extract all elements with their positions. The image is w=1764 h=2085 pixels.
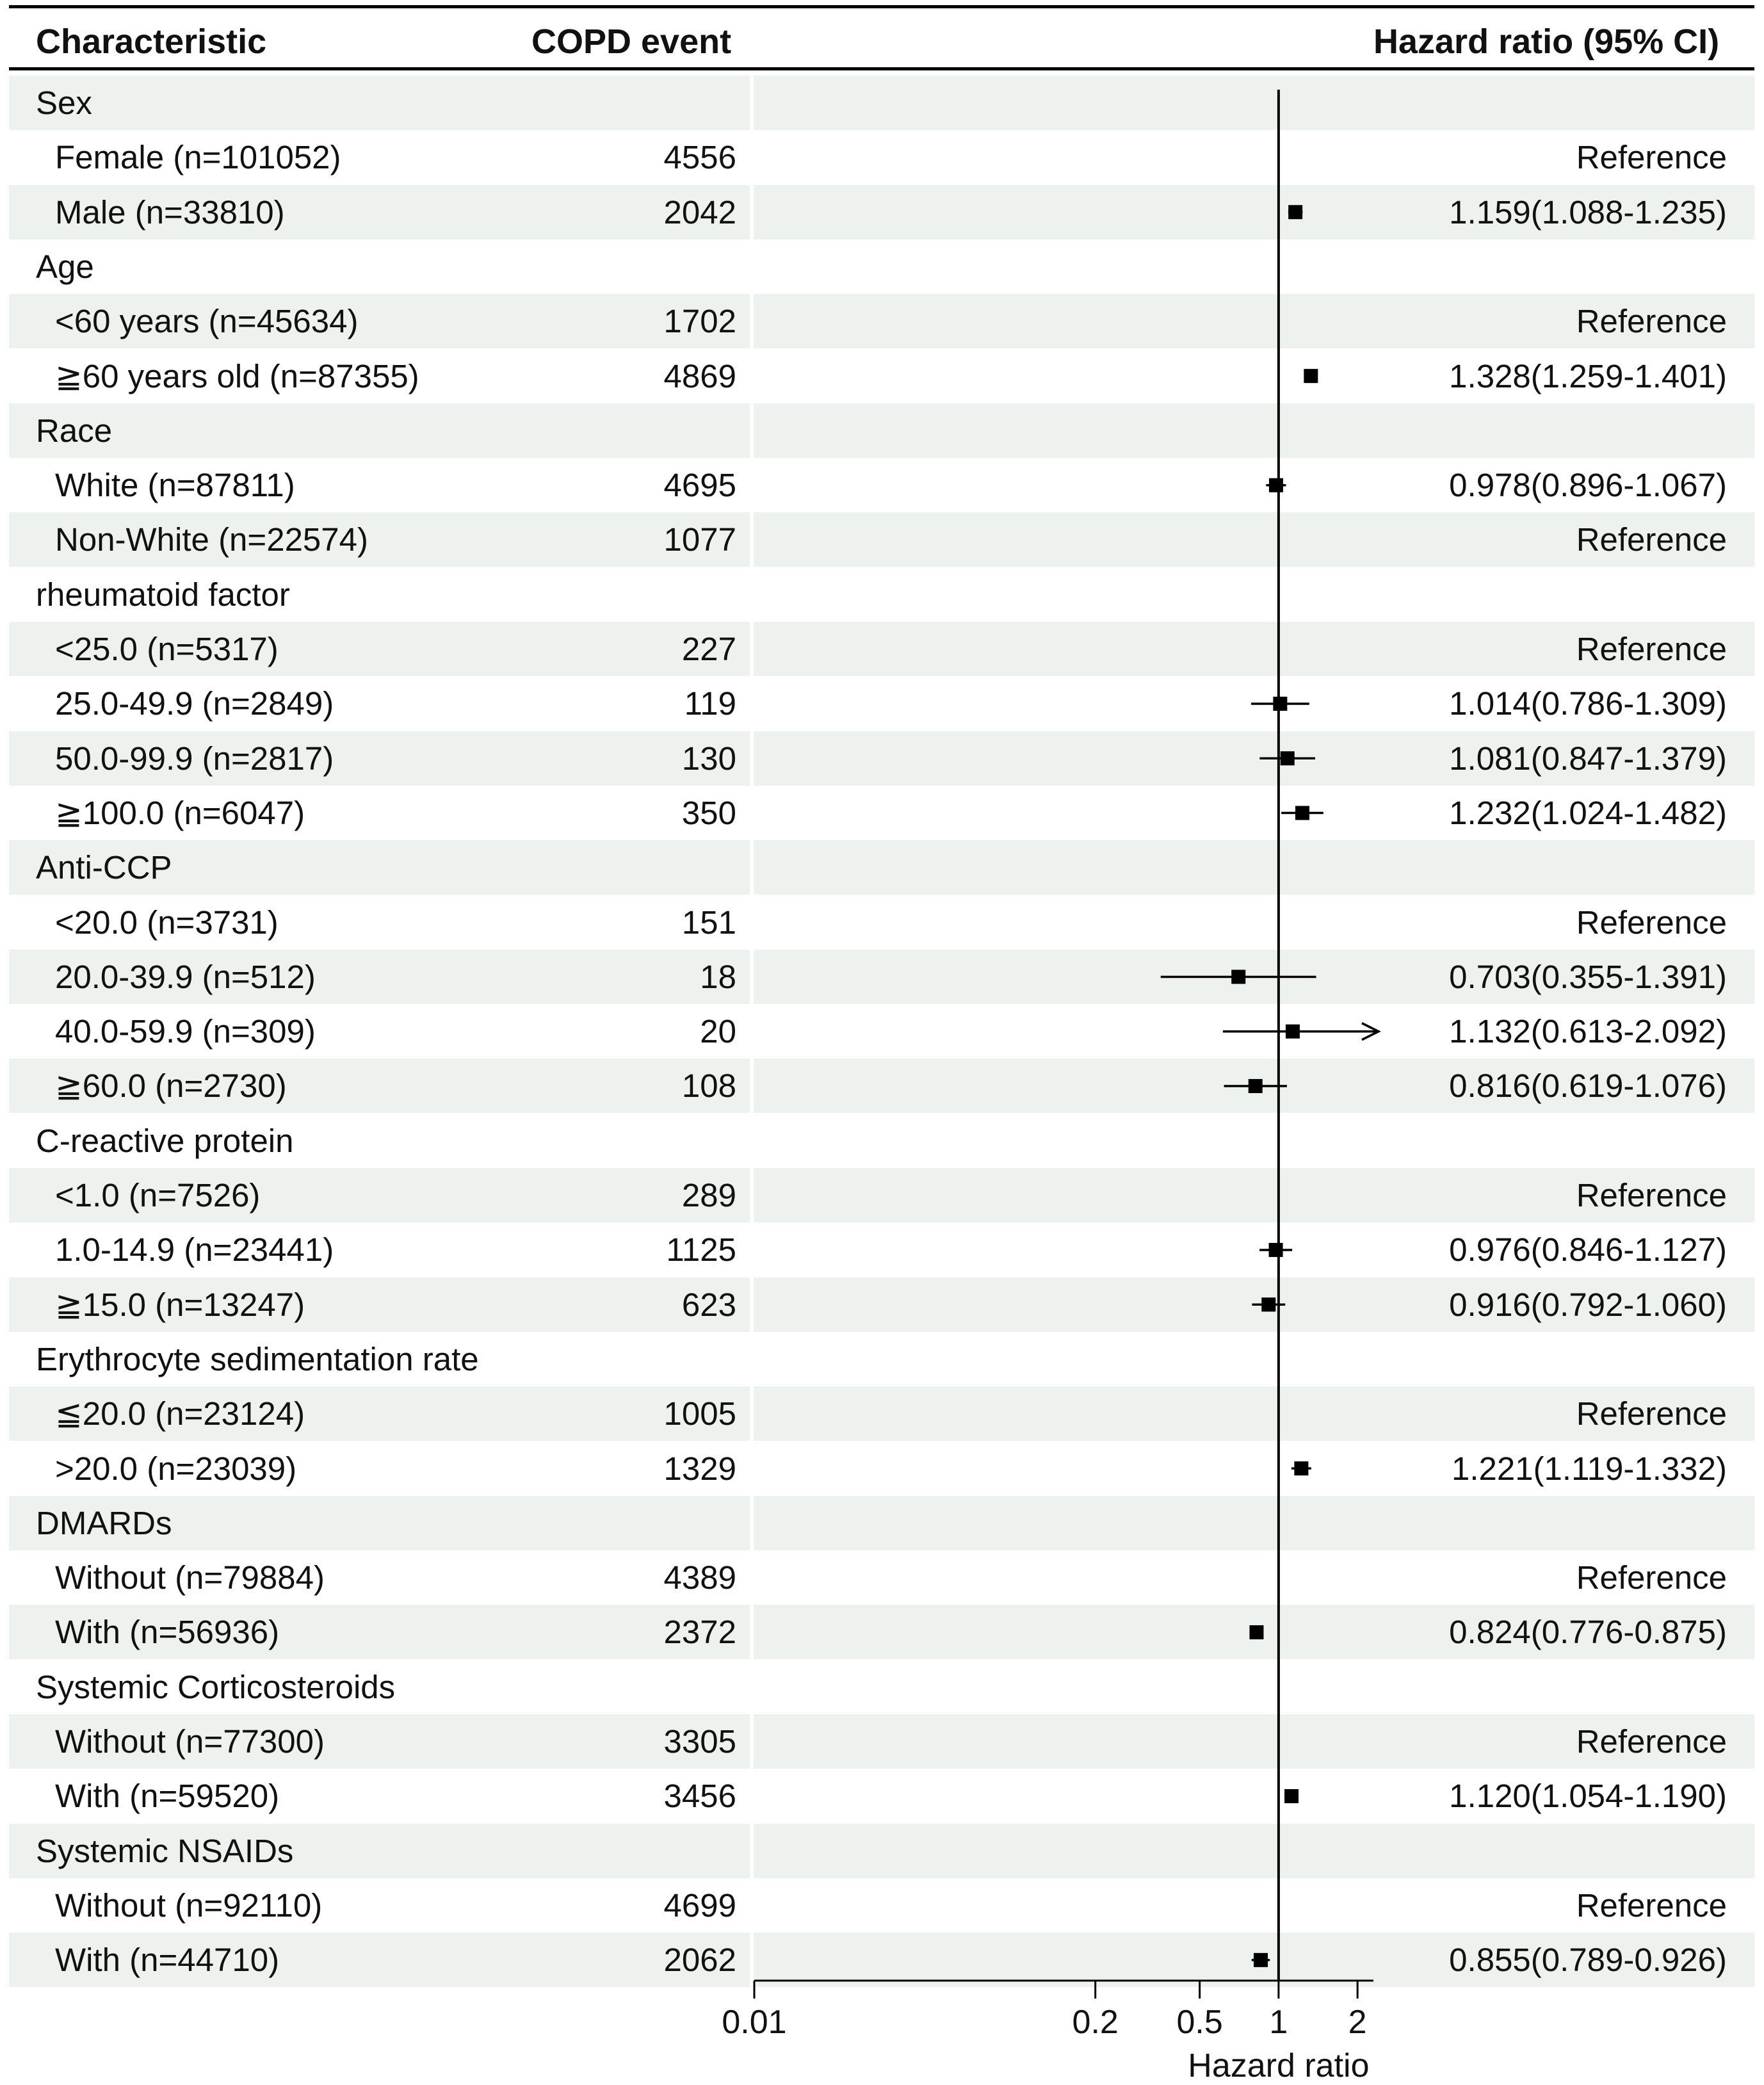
x-tick-label: 1	[1269, 2004, 1288, 2041]
group-label: Race	[36, 412, 113, 449]
row-events: 2372	[663, 1614, 736, 1651]
row-label: Non-White (n=22574)	[55, 521, 369, 558]
row-label: Without (n=92110)	[55, 1886, 323, 1924]
hazard-ratio-point	[1304, 369, 1318, 383]
row-label: White (n=87811)	[55, 467, 295, 504]
row-events: 151	[681, 904, 736, 941]
x-tick-label: 0.01	[722, 2004, 787, 2041]
header-copd-event: COPD event	[531, 22, 732, 61]
group-label: Age	[36, 248, 94, 285]
row-hazard-ratio-text: Reference	[1576, 139, 1727, 176]
row-hazard-ratio-text: 1.014(0.786-1.309)	[1449, 685, 1727, 722]
row-events: 227	[681, 631, 736, 667]
row-hazard-ratio-text: 1.081(0.847-1.379)	[1449, 740, 1727, 777]
row-hazard-ratio-text: 0.976(0.846-1.127)	[1449, 1231, 1727, 1269]
row-hazard-ratio-text: Reference	[1576, 1395, 1727, 1432]
row-label: ≧15.0 (n=13247)	[55, 1286, 305, 1323]
row-hazard-ratio-text: Reference	[1576, 1177, 1727, 1213]
row-label: Female (n=101052)	[55, 139, 341, 176]
row-events: 1329	[663, 1450, 736, 1487]
row-events: 1702	[663, 303, 736, 340]
row-label: 50.0-99.9 (n=2817)	[55, 740, 334, 777]
row-events: 350	[681, 794, 736, 831]
row-hazard-ratio-text: 0.855(0.789-0.926)	[1449, 1942, 1727, 1979]
header-hazard-ratio: Hazard ratio (95% CI)	[1373, 22, 1720, 61]
hazard-ratio-point	[1254, 1953, 1268, 1967]
row-hazard-ratio-text: Reference	[1576, 521, 1727, 558]
row-events: 119	[684, 685, 736, 722]
row-label: <60 years (n=45634)	[55, 303, 359, 340]
row-label: <20.0 (n=3731)	[55, 904, 279, 941]
row-label: Male (n=33810)	[55, 193, 285, 231]
row-hazard-ratio-text: Reference	[1576, 1886, 1727, 1924]
group-label: Erythrocyte sedimentation rate	[36, 1340, 479, 1377]
row-events: 18	[700, 958, 736, 995]
row-hazard-ratio-text: 1.328(1.259-1.401)	[1449, 357, 1727, 394]
row-hazard-ratio-text: 0.916(0.792-1.060)	[1449, 1286, 1727, 1323]
hazard-ratio-point	[1281, 751, 1295, 765]
row-label: With (n=59520)	[55, 1778, 280, 1815]
row-hazard-ratio-text: 1.159(1.088-1.235)	[1449, 193, 1727, 231]
hazard-ratio-point	[1295, 806, 1309, 820]
group-label: Anti-CCP	[36, 849, 172, 886]
row-label: >20.0 (n=23039)	[55, 1450, 297, 1487]
hazard-ratio-point	[1294, 1461, 1308, 1475]
row-label: ≧60.0 (n=2730)	[55, 1067, 287, 1105]
row-label: ≦20.0 (n=23124)	[55, 1395, 305, 1432]
row-hazard-ratio-text: 1.132(0.613-2.092)	[1449, 1013, 1727, 1050]
row-hazard-ratio-text: 0.816(0.619-1.076)	[1449, 1067, 1727, 1105]
row-events: 2062	[663, 1942, 736, 1979]
row-events: 1125	[666, 1231, 736, 1269]
row-events: 1005	[663, 1395, 736, 1432]
row-label: With (n=44710)	[55, 1942, 280, 1979]
hazard-ratio-point	[1284, 1789, 1299, 1803]
group-label: Sex	[36, 85, 92, 121]
row-label: 40.0-59.9 (n=309)	[55, 1013, 316, 1050]
row-events: 4389	[663, 1559, 736, 1596]
row-events: 4869	[663, 357, 736, 394]
row-label: With (n=56936)	[55, 1614, 280, 1651]
row-hazard-ratio-text: Reference	[1576, 1559, 1727, 1596]
group-label: DMARDs	[36, 1504, 172, 1541]
hazard-ratio-point	[1286, 1025, 1300, 1039]
row-events: 4556	[663, 139, 736, 176]
row-events: 20	[700, 1013, 736, 1050]
x-tick-label: 0.5	[1176, 2004, 1223, 2041]
row-events: 1077	[663, 521, 736, 558]
row-label: <25.0 (n=5317)	[55, 631, 279, 667]
group-label: Systemic Corticosteroids	[36, 1668, 396, 1705]
hazard-ratio-point	[1273, 697, 1287, 711]
row-label: 20.0-39.9 (n=512)	[55, 958, 316, 995]
x-axis-label: Hazard ratio	[1188, 2047, 1370, 2084]
row-events: 289	[681, 1177, 736, 1213]
row-label: Without (n=77300)	[55, 1723, 325, 1760]
hazard-ratio-point	[1231, 969, 1245, 984]
group-label: rheumatoid factor	[36, 576, 290, 613]
row-hazard-ratio-text: 0.824(0.776-0.875)	[1449, 1614, 1727, 1651]
row-events: 4695	[663, 467, 736, 504]
row-hazard-ratio-text: Reference	[1576, 631, 1727, 667]
hazard-ratio-point	[1261, 1297, 1275, 1311]
row-hazard-ratio-text: 1.120(1.054-1.190)	[1449, 1778, 1727, 1815]
group-label: C-reactive protein	[36, 1122, 294, 1159]
row-events: 623	[681, 1286, 736, 1323]
row-hazard-ratio-text: 1.232(1.024-1.482)	[1449, 794, 1727, 831]
hazard-ratio-point	[1269, 1243, 1283, 1257]
hazard-ratio-point	[1288, 205, 1302, 219]
row-events: 3456	[663, 1778, 736, 1815]
row-label: Without (n=79884)	[55, 1559, 325, 1596]
hazard-ratio-point	[1249, 1625, 1263, 1639]
row-events: 3305	[663, 1723, 736, 1760]
row-hazard-ratio-text: Reference	[1576, 303, 1727, 340]
row-label: ≧60 years old (n=87355)	[55, 357, 419, 394]
hazard-ratio-point	[1269, 478, 1283, 492]
row-label: ≧100.0 (n=6047)	[55, 794, 305, 831]
header-characteristic: Characteristic	[36, 22, 267, 61]
row-hazard-ratio-text: 1.221(1.119-1.332)	[1451, 1450, 1727, 1487]
row-hazard-ratio-text: Reference	[1576, 904, 1727, 941]
row-events: 2042	[663, 193, 736, 231]
hazard-ratio-point	[1249, 1079, 1263, 1093]
row-events: 108	[681, 1067, 736, 1105]
row-hazard-ratio-text: 0.978(0.896-1.067)	[1449, 467, 1727, 504]
group-label: Systemic NSAIDs	[36, 1832, 294, 1869]
row-hazard-ratio-text: Reference	[1576, 1723, 1727, 1760]
x-tick-label: 0.2	[1072, 2004, 1119, 2041]
row-label: 1.0-14.9 (n=23441)	[55, 1231, 334, 1269]
row-events: 130	[681, 740, 736, 777]
row-label: <1.0 (n=7526)	[55, 1177, 261, 1213]
x-tick-label: 2	[1348, 2004, 1367, 2041]
row-hazard-ratio-text: 0.703(0.355-1.391)	[1449, 958, 1727, 995]
row-label: 25.0-49.9 (n=2849)	[55, 685, 334, 722]
row-events: 4699	[663, 1886, 736, 1924]
